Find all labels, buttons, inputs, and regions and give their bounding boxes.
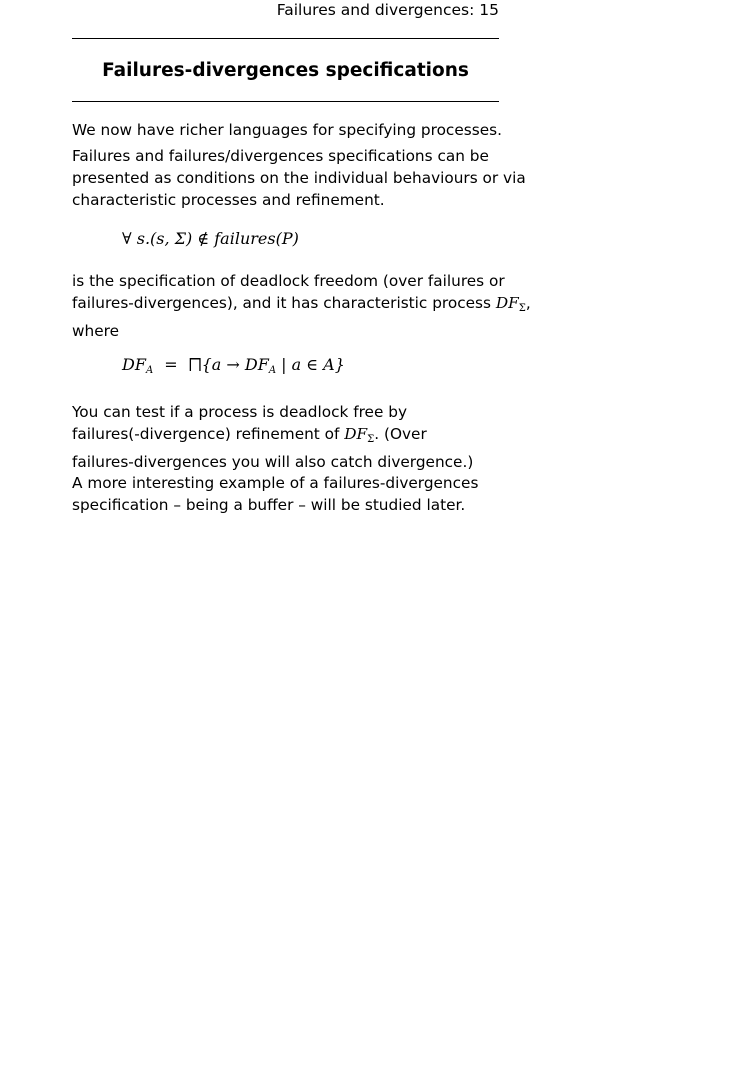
paragraph-specifications [72, 145, 526, 211]
formula-set-subscript: A [268, 365, 277, 376]
paragraph-line: is the specification of deadlock freedom (over failures or [72, 272, 505, 290]
paragraph-line: failures-divergences you will also catch divergence.) [72, 453, 474, 471]
paragraph-line [72, 423, 512, 451]
paragraph-text: , [525, 294, 531, 312]
formula-deadlock-freedom [122, 229, 299, 248]
process-subscript: Σ [518, 303, 526, 314]
equals-symbol: = [164, 355, 178, 374]
paragraph-text: . (Over [374, 425, 427, 443]
paragraph-intro [72, 119, 512, 141]
bottom-rule [72, 101, 499, 102]
paragraph-line: characteristic processes and refinement. [72, 191, 385, 209]
paragraph-line: You can test if a process is deadlock free by [72, 403, 407, 421]
top-rule [72, 38, 499, 39]
formula-set-close: | a ∈ A} [276, 355, 345, 374]
nondeterministic-choice-symbol: ⨅ [188, 355, 202, 374]
process-symbol [496, 294, 526, 312]
paragraph-text: failures-divergences), and it has characteristic process [72, 294, 496, 312]
section-title: Failures-divergences specifications [102, 60, 469, 81]
paragraph-line: presented as conditions on the individual behaviours or via [72, 169, 526, 187]
running-head: Failures and divergences: 15 [276, 1, 499, 19]
process-name: DF [495, 294, 519, 312]
formula-set-open: {a → DF [201, 355, 269, 374]
process-name: DF [344, 425, 368, 443]
formula-argument: (P) [275, 229, 299, 248]
formula-definition [122, 355, 345, 376]
formula-lhs: DF [122, 355, 146, 374]
paragraph-deadlock [72, 270, 531, 342]
paragraph-line: We now have richer languages for specifying processes. [72, 121, 502, 139]
paragraph-buffer [72, 472, 512, 516]
paragraph-text: failures(-divergence) refinement of [72, 425, 345, 443]
paragraph-line [72, 292, 531, 320]
forall-symbol: ∀ [122, 229, 132, 248]
process-subscript: Σ [367, 434, 375, 445]
formula-lhs-subscript: A [145, 365, 154, 376]
paragraph-line: A more interesting example of a failures-divergences [72, 474, 479, 492]
process-symbol [344, 425, 374, 443]
paragraph-line: where [72, 322, 119, 340]
paragraph-line: specification – being a buffer – will be studied later. [72, 496, 466, 514]
paragraph-testing [72, 401, 512, 473]
paragraph-line: Failures and failures/divergences specifications can be [72, 147, 489, 165]
formula-function: failures [214, 229, 276, 248]
formula-body: s.(s, Σ) ∉ [136, 229, 215, 248]
